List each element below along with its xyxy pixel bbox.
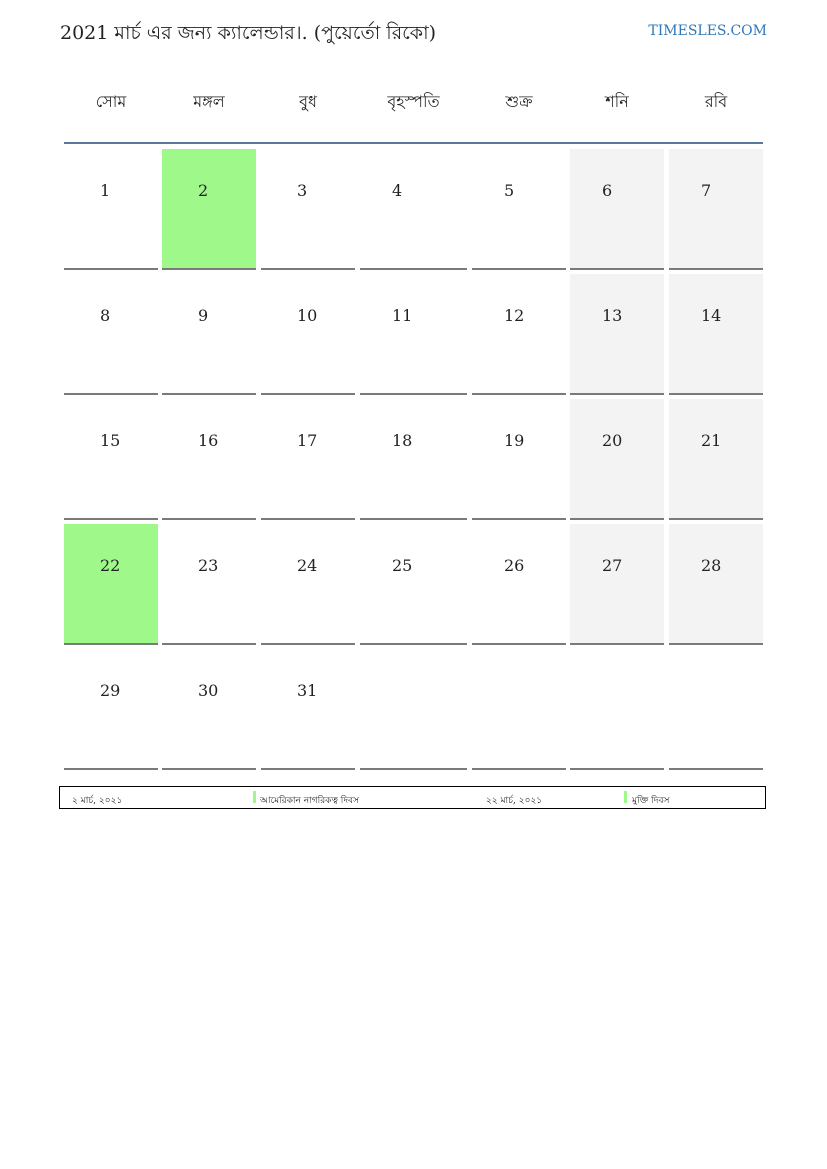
day-number: 30: [198, 681, 219, 700]
day-cell[interactable]: [64, 524, 158, 645]
holiday-name: মুক্তি দিবস: [632, 796, 670, 806]
day-cell[interactable]: [360, 274, 467, 395]
day-number: 24: [297, 556, 318, 575]
day-number: 26: [504, 556, 525, 575]
day-number: 11: [392, 306, 413, 325]
day-number: 17: [297, 431, 318, 450]
day-cell[interactable]: [570, 274, 664, 395]
empty-day-cell: [360, 649, 467, 770]
day-cell[interactable]: [360, 399, 467, 520]
empty-day-cell: [472, 649, 566, 770]
header-divider: [64, 142, 763, 144]
day-number: 10: [297, 306, 318, 325]
day-number: 1: [100, 181, 111, 200]
day-cell[interactable]: [162, 149, 256, 270]
holiday-date: ২২ মার্চ, ২০২১: [486, 796, 543, 806]
day-number: 16: [198, 431, 219, 450]
day-cell[interactable]: [360, 149, 467, 270]
weekday-mon: সোম: [95, 92, 127, 111]
day-number: 2: [198, 181, 209, 200]
weekday-sun: রবি: [704, 92, 728, 111]
day-cell[interactable]: [472, 274, 566, 395]
weekday-tue: মঙ্গল: [193, 92, 225, 111]
day-cell[interactable]: [570, 524, 664, 645]
holiday-marker: [624, 791, 627, 803]
day-cell[interactable]: [669, 149, 763, 270]
day-cell[interactable]: [64, 149, 158, 270]
day-number: 25: [392, 556, 413, 575]
day-number: 18: [392, 431, 413, 450]
holiday-date: ২ মার্চ, ২০২১: [72, 796, 123, 806]
day-cell[interactable]: [64, 274, 158, 395]
day-cell[interactable]: [162, 649, 256, 770]
day-number: 13: [602, 306, 623, 325]
day-number: 15: [100, 431, 121, 450]
day-cell[interactable]: [669, 399, 763, 520]
day-cell[interactable]: [261, 274, 355, 395]
page-title: 2021 মার্চ এর জন্য ক্যালেন্ডার।. (পুয়ের্তো রিকো): [60, 22, 437, 44]
day-cell[interactable]: [162, 274, 256, 395]
day-cell[interactable]: [669, 274, 763, 395]
day-number: 7: [701, 181, 712, 200]
day-number: 4: [392, 181, 403, 200]
day-cell[interactable]: [669, 524, 763, 645]
day-number: 22: [100, 556, 121, 575]
day-cell[interactable]: [261, 524, 355, 645]
day-number: 20: [602, 431, 623, 450]
weekday-wed: বুধ: [299, 92, 317, 111]
day-number: 19: [504, 431, 525, 450]
site-link[interactable]: TIMESLES.COM: [648, 23, 767, 39]
day-number: 9: [198, 306, 209, 325]
day-number: 23: [198, 556, 219, 575]
day-number: 12: [504, 306, 525, 325]
day-number: 14: [701, 306, 722, 325]
day-number: 28: [701, 556, 722, 575]
weekday-thu: বৃহস্পতি: [387, 92, 440, 111]
day-number: 27: [602, 556, 623, 575]
day-cell[interactable]: [162, 524, 256, 645]
day-number: 31: [297, 681, 318, 700]
day-number: 29: [100, 681, 121, 700]
day-cell[interactable]: [360, 524, 467, 645]
holiday-marker: [253, 791, 256, 803]
day-cell[interactable]: [64, 399, 158, 520]
day-cell[interactable]: [162, 399, 256, 520]
day-cell[interactable]: [570, 399, 664, 520]
day-cell[interactable]: [472, 524, 566, 645]
day-number: 3: [297, 181, 308, 200]
day-number: 5: [504, 181, 515, 200]
weekday-header: [64, 80, 763, 124]
day-cell[interactable]: [261, 399, 355, 520]
day-number: 21: [701, 431, 722, 450]
day-cell[interactable]: [64, 649, 158, 770]
weekday-sat: শনি: [605, 92, 629, 111]
empty-day-cell: [570, 649, 664, 770]
day-cell[interactable]: [472, 149, 566, 270]
holiday-legend: [59, 786, 766, 809]
weekday-fri: শুক্র: [505, 92, 533, 111]
day-cell[interactable]: [570, 149, 664, 270]
empty-day-cell: [669, 649, 763, 770]
holiday-name: আমেরিকান নাগরিকত্ব দিবস: [260, 796, 359, 806]
day-cell[interactable]: [261, 649, 355, 770]
day-number: 6: [602, 181, 613, 200]
day-cell[interactable]: [261, 149, 355, 270]
day-number: 8: [100, 306, 111, 325]
day-cell[interactable]: [472, 399, 566, 520]
